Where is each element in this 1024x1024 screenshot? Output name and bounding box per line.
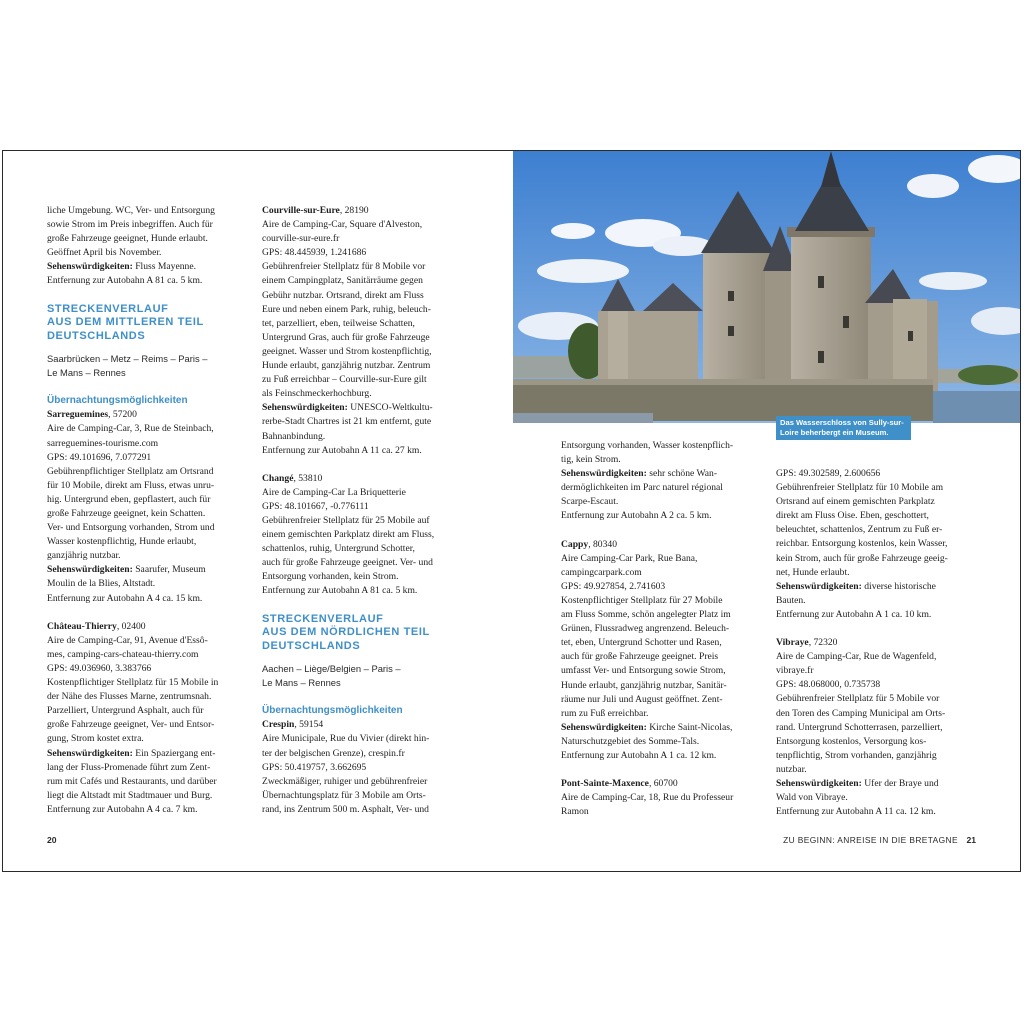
text-line: kein Strom, auch für große Fahrzeuge geeig-: [776, 552, 948, 564]
section-heading-line: AUS DEM NÖRDLICHEN TEIL: [262, 626, 430, 639]
sights-line: [262, 401, 472, 415]
text-line: GPS: 48.068000, 0.735738: [776, 679, 881, 691]
section-heading-line: STRECKENVERLAUF: [47, 302, 169, 315]
text-line: lang der Fluss-Promenade führt zum Zent-: [47, 761, 211, 773]
text-line: umfasst Ver- und Entsorgung sowie Strom,: [561, 665, 726, 677]
text-line: courville-sur-eure.fr: [262, 233, 340, 245]
text-line: rand, ins Zentrum 500 m. Asphalt, Ver- und: [262, 803, 429, 815]
sights-text: Ufer der Braye und: [861, 777, 939, 789]
text-line: Entsorgung vorhanden, kein Strom.: [262, 571, 399, 583]
page-number-left: 20: [47, 835, 57, 845]
sights-label: Sehenswürdigkeiten:: [47, 261, 133, 273]
entry-name: Vibraye: [776, 637, 809, 649]
sights-line: [47, 563, 247, 577]
text-line: dermöglichkeiten im Parc naturel régional: [561, 482, 723, 494]
left-page-column-2: [262, 204, 472, 817]
route-line: Aachen – Liège/Belgien – Paris –: [262, 663, 401, 675]
text-line: Bahnanbindung.: [262, 430, 326, 442]
text-line: tig, kein Strom.: [561, 454, 621, 466]
entry-crespin: [262, 718, 472, 817]
entry-name: Courville-sur-Eure: [262, 205, 340, 216]
text-line: Untergrund Gras, auch für große Fahrzeuge: [262, 331, 430, 343]
sights-label: Sehenswürdigkeiten:: [776, 777, 862, 789]
distance-line: Entfernung zur Autobahn A 4 ca. 15 km.: [47, 592, 203, 604]
text-line: liche Umgebung. WC, Ver- und Entsorgung: [47, 205, 215, 216]
text-line: Entsorgung kostenlos, Versorgung kos-: [776, 735, 927, 747]
section-heading-line: STRECKENVERLAUF: [262, 612, 384, 625]
text-line: auch für große Fahrzeuge geeignet. Ver- und: [262, 557, 433, 569]
text-line: GPS: 49.036960, 3.383766: [47, 662, 152, 674]
entry-postcode: , 02400: [116, 620, 146, 632]
entry-title: [262, 472, 472, 486]
text-line: Gebührenfreier Stellplatz für 25 Mobile auf: [262, 514, 430, 526]
photo-caption: Das Wasserschloss von Sully-sur-Loire beherbergt ein Museum.: [776, 416, 911, 440]
text-line: GPS: 49.927854, 2.741603: [561, 580, 666, 592]
text-line: Bauten.: [776, 594, 806, 606]
text-line: als Feinschmeckerhochburg.: [262, 388, 372, 400]
text-line: mes, camping-cars-chateau-thierry.com: [47, 648, 199, 660]
text-line: Aire de Camping-Car La Briquetterie: [262, 486, 406, 498]
entry-courville-sur-eure: [262, 204, 472, 458]
sights-text: Kirche Saint-Nicolas,: [646, 721, 733, 733]
entry-postcode: , 57200: [108, 409, 137, 421]
book-spread: [2, 150, 1021, 872]
sights-line: [776, 777, 981, 791]
text-line: gung, Strom kostet extra.: [47, 733, 144, 745]
entry-name: Changé: [262, 472, 294, 484]
section-heading-line: DEUTSCHLANDS: [262, 639, 361, 652]
text-line: Gebühr nutzbar. Ortsrand, direkt am Fluss: [262, 289, 424, 301]
text-line: räume nur Juli und August geöffnet. Zent-: [561, 693, 723, 705]
text-line: am Fluss Somme, schön angelegter Platz im: [561, 609, 731, 621]
text-line: Parzelliert, Untergrund Asphalt, auch für: [47, 705, 204, 717]
text-line: tenpflichtig, Strom vorhanden, ganzjährig: [776, 749, 937, 761]
entry-cappy: [561, 538, 766, 764]
sights-text: Fluss Mayenne.: [132, 261, 196, 273]
text-line: Gebührenpflichtiger Stellplatz am Ortsrand: [47, 465, 214, 477]
text-line: Moulin de la Blies, Altstadt.: [47, 578, 156, 590]
text-line: Wald von Vibraye.: [776, 792, 848, 804]
text-line: rum mit Cafés und Restaurants, und darüber: [47, 775, 217, 787]
entry-postcode: , 72320: [808, 637, 838, 649]
text-line: auch für große Fahrzeuge geeignet. Preis: [561, 651, 719, 663]
text-line: Hunde erlaubt, ganzjährig nutzbar. Zentrum: [262, 360, 431, 372]
text-line: Gebührenfreier Stellplatz für 5 Mobile vor: [776, 693, 940, 705]
route-line: Le Mans – Rennes: [47, 367, 126, 379]
distance-line: Entfernung zur Autobahn A 4 ca. 7 km.: [47, 803, 198, 815]
text-line: Grünen, Flussradweg angrenzend. Beleuch-: [561, 623, 730, 635]
sights-label: Sehenswürdigkeiten:: [262, 402, 348, 414]
distance-line: Entfernung zur Autobahn A 11 ca. 12 km.: [776, 806, 936, 818]
right-page-column-4: [776, 467, 981, 819]
text-line: einem Campingplatz, Sanitärräume gegen: [262, 275, 423, 287]
sights-label: Sehenswürdigkeiten:: [47, 747, 133, 759]
text-line: Aire de Camping-Car, 18, Rue du Professeur: [561, 792, 734, 804]
text-line: Aire de Camping-Car, Square d'Alveston,: [262, 219, 423, 231]
entry-postcode: , 59154: [294, 719, 324, 731]
text-line: Aire Municipale, Rue du Vivier (direkt hin-: [262, 733, 430, 745]
entry-sarreguemines: [47, 408, 247, 605]
castle-photo: [513, 151, 1021, 423]
text-line: GPS: 50.419757, 3.662695: [262, 761, 367, 773]
text-line: campingcarpark.com: [561, 566, 642, 578]
entry-title: [561, 538, 766, 552]
entry-title: [262, 204, 472, 218]
text-line: Aire Camping-Car Park, Rue Bana,: [561, 552, 698, 564]
text-line: rand. Untergrund Schotterrasen, parzelliert,: [776, 721, 943, 733]
entry-change: [262, 472, 472, 599]
text-line: liegt die Altstadt mit Stadtmauer und Burg.: [47, 789, 213, 801]
sights-label: Sehenswürdigkeiten:: [776, 580, 862, 592]
sights-text: UNESCO-Weltkultu-: [347, 402, 433, 414]
text-line: Geöffnet April bis November.: [47, 247, 162, 259]
sights-label: Sehenswürdigkeiten:: [561, 721, 647, 733]
text-line: reichbar. Entsorgung kostenlos, kein Wasser,: [776, 538, 948, 550]
text-line: Gebührenfreier Stellplatz für 10 Mobile am: [776, 482, 944, 494]
text-line: Entsorgung vorhanden, Wasser kostenpflich-: [561, 440, 734, 451]
text-line: GPS: 49.101696, 7.077291: [47, 451, 152, 463]
text-line: GPS: 48.445939, 1.241686: [262, 247, 367, 259]
text-line: GPS: 48.101667, -0.776111: [262, 500, 369, 512]
entry-name: Crespin: [262, 719, 295, 731]
text-line: vibraye.fr: [776, 665, 814, 677]
distance-line: Entfernung zur Autobahn A 1 ca. 12 km.: [561, 749, 717, 761]
text-line: Hunde erlaubt, ganzjährig nutzbar, Sanitär-: [561, 679, 727, 691]
text-line: Eure und neben einem Park, ruhig, beleuch-: [262, 303, 431, 315]
text-line: Aire de Camping-Car, 3, Rue de Steinbach,: [47, 423, 214, 435]
running-head: ZU BEGINN: ANREISE IN DIE BRETAGNE: [783, 835, 958, 845]
sights-text: Saarufer, Museum: [132, 564, 206, 576]
entry-vibraye: [776, 636, 981, 819]
text-line: Übernachtungsplatz für 3 Mobile am Orts-: [262, 789, 426, 801]
entry-postcode: , 80340: [588, 538, 617, 550]
sights-line: [776, 580, 981, 594]
text-line: direkt am Fluss Oise. Eben, geschottert,: [776, 510, 929, 522]
text-line: hig. Untergrund eben, gepflastert, auch für: [47, 493, 211, 505]
section-heading-line: DEUTSCHLANDS: [47, 329, 146, 342]
sights-label: Sehenswürdigkeiten:: [561, 468, 647, 480]
right-page-column-3: [561, 439, 766, 819]
entry-chateau-thierry: [47, 620, 247, 817]
text-line: rum zu Fuß erreichbar.: [561, 707, 649, 719]
entry-title: [262, 718, 472, 732]
sights-line: [561, 467, 766, 481]
text-line: einem gemischten Parkplatz direkt am Fluss,: [262, 529, 435, 541]
entry-postcode: , 60700: [648, 778, 678, 790]
text-line: den Toren des Camping Municipal am Orts-: [776, 707, 946, 719]
left-page-column-1: [47, 204, 247, 817]
overnight-heading: Übernachtungsmöglichkeiten: [262, 705, 403, 717]
text-line: Wasser kostenpflichtig, Hunde erlaubt,: [47, 536, 197, 548]
text-line: große Fahrzeuge geeignet, Hunde erlaubt.: [47, 233, 208, 245]
text-line: ter der belgischen Grenze), crespin.fr: [262, 747, 405, 759]
sights-text: diverse historische: [861, 580, 936, 592]
route-line: Saarbrücken – Metz – Reims – Paris –: [47, 353, 208, 365]
text-line: sarreguemines-tourisme.com: [47, 437, 159, 449]
sights-text: Ein Spaziergang ent-: [132, 747, 216, 759]
entry-title: [47, 408, 247, 422]
distance-line: Entfernung zur Autobahn A 1 ca. 10 km.: [776, 608, 932, 620]
text-line: Ramon: [561, 806, 589, 818]
entry-name: Pont-Sainte-Maxence: [561, 778, 649, 790]
text-line: nutzbar.: [776, 763, 807, 775]
text-line: Gebührenfreier Stellplatz für 8 Mobile vor: [262, 261, 426, 273]
route-line: Le Mans – Rennes: [262, 677, 341, 689]
text-line: der Nähe des Flusses Marne, zentrumsnah.: [47, 691, 212, 703]
distance-line: Entfernung zur Autobahn A 81 ca. 5 km.: [262, 585, 418, 597]
text-line: große Fahrzeuge geeignet, kein Schatten.: [47, 508, 206, 519]
text-line: Zweckmäßiger, ruhiger und gebührenfreier: [262, 775, 428, 787]
text-line: net, Hunde erlaubt.: [776, 566, 850, 578]
entry-title: [561, 777, 766, 791]
entry-pont-sainte-maxence: [561, 777, 766, 819]
section-heading: [262, 613, 472, 654]
entry-name: Château-Thierry: [47, 620, 117, 632]
text-line: GPS: 49.302589, 2.600656: [776, 468, 881, 479]
overnight-heading: Übernachtungsmöglichkeiten: [47, 395, 188, 407]
text-line: rerbe-Stadt Chartres ist 21 km entfernt, gute: [262, 416, 432, 428]
text-line: Scarpe-Escaut.: [561, 496, 619, 508]
distance-line: Entfernung zur Autobahn A 2 ca. 5 km.: [561, 510, 712, 522]
entry-name: Cappy: [561, 538, 589, 550]
text-line: zu Fuß erreichbar – Courville-sur-Eure gilt: [262, 374, 427, 386]
text-line: Ver- und Entsorgung vorhanden, Strom und: [47, 522, 215, 534]
entry-title: [47, 620, 247, 634]
sights-line: [47, 747, 247, 761]
text-line: Naturschutzgebiet des Somme-Tals.: [561, 735, 700, 747]
text-line: große Fahrzeuge geeignet, Ver- und Entsor-: [47, 719, 215, 731]
text-line: beleuchtet, schattenlos, Zentrum zu Fuß er-: [776, 524, 943, 536]
entry-postcode: , 53810: [293, 472, 323, 484]
sights-line: [561, 721, 766, 735]
entry-title: [776, 636, 981, 650]
text-line: ganzjährig nutzbar.: [47, 550, 121, 562]
text-line: Aire de Camping-Car, 91, Avenue d'Essô-: [47, 634, 208, 646]
page-number-right: 21: [966, 835, 976, 845]
sights-label: Sehenswürdigkeiten:: [47, 564, 133, 576]
entry-postcode: , 28190: [339, 205, 369, 216]
text-line: Ortsrand auf einem gemischten Parkplatz: [776, 496, 935, 508]
section-heading-line: AUS DEM MITTLEREN TEIL: [47, 316, 204, 329]
entry-name: Sarreguemines: [47, 409, 109, 421]
text-line: für 10 Mobile, direkt am Fluss, etwas unru-: [47, 479, 215, 491]
text-line: geeignet. Wasser und Strom kostenpflichtig,: [262, 345, 432, 357]
text-line: tet, parzelliert, eben, teilweise Schatten,: [262, 317, 415, 329]
text-line: tet, eben, Untergrund Schotter und Rasen,: [561, 637, 722, 649]
text-line: sowie Strom im Preis inbegriffen. Auch für: [47, 219, 213, 231]
text-line: Aire de Camping-Car, Rue de Wagenfeld,: [776, 651, 937, 663]
section-heading: [47, 303, 247, 344]
sights-text: sehr schöne Wan-: [646, 468, 718, 480]
distance-line: Entfernung zur Autobahn A 11 ca. 27 km.: [262, 444, 422, 456]
distance-line: Entfernung zur Autobahn A 81 ca. 5 km.: [47, 275, 203, 287]
text-line: Kostenpflichtiger Stellplatz für 15 Mobile in: [47, 677, 219, 689]
text-line: schattenlos, ruhig, Untergrund Schotter,: [262, 543, 415, 555]
sights-line: [47, 260, 247, 274]
text-line: Kostenpflichtiger Stellplatz für 27 Mobile: [561, 594, 723, 606]
